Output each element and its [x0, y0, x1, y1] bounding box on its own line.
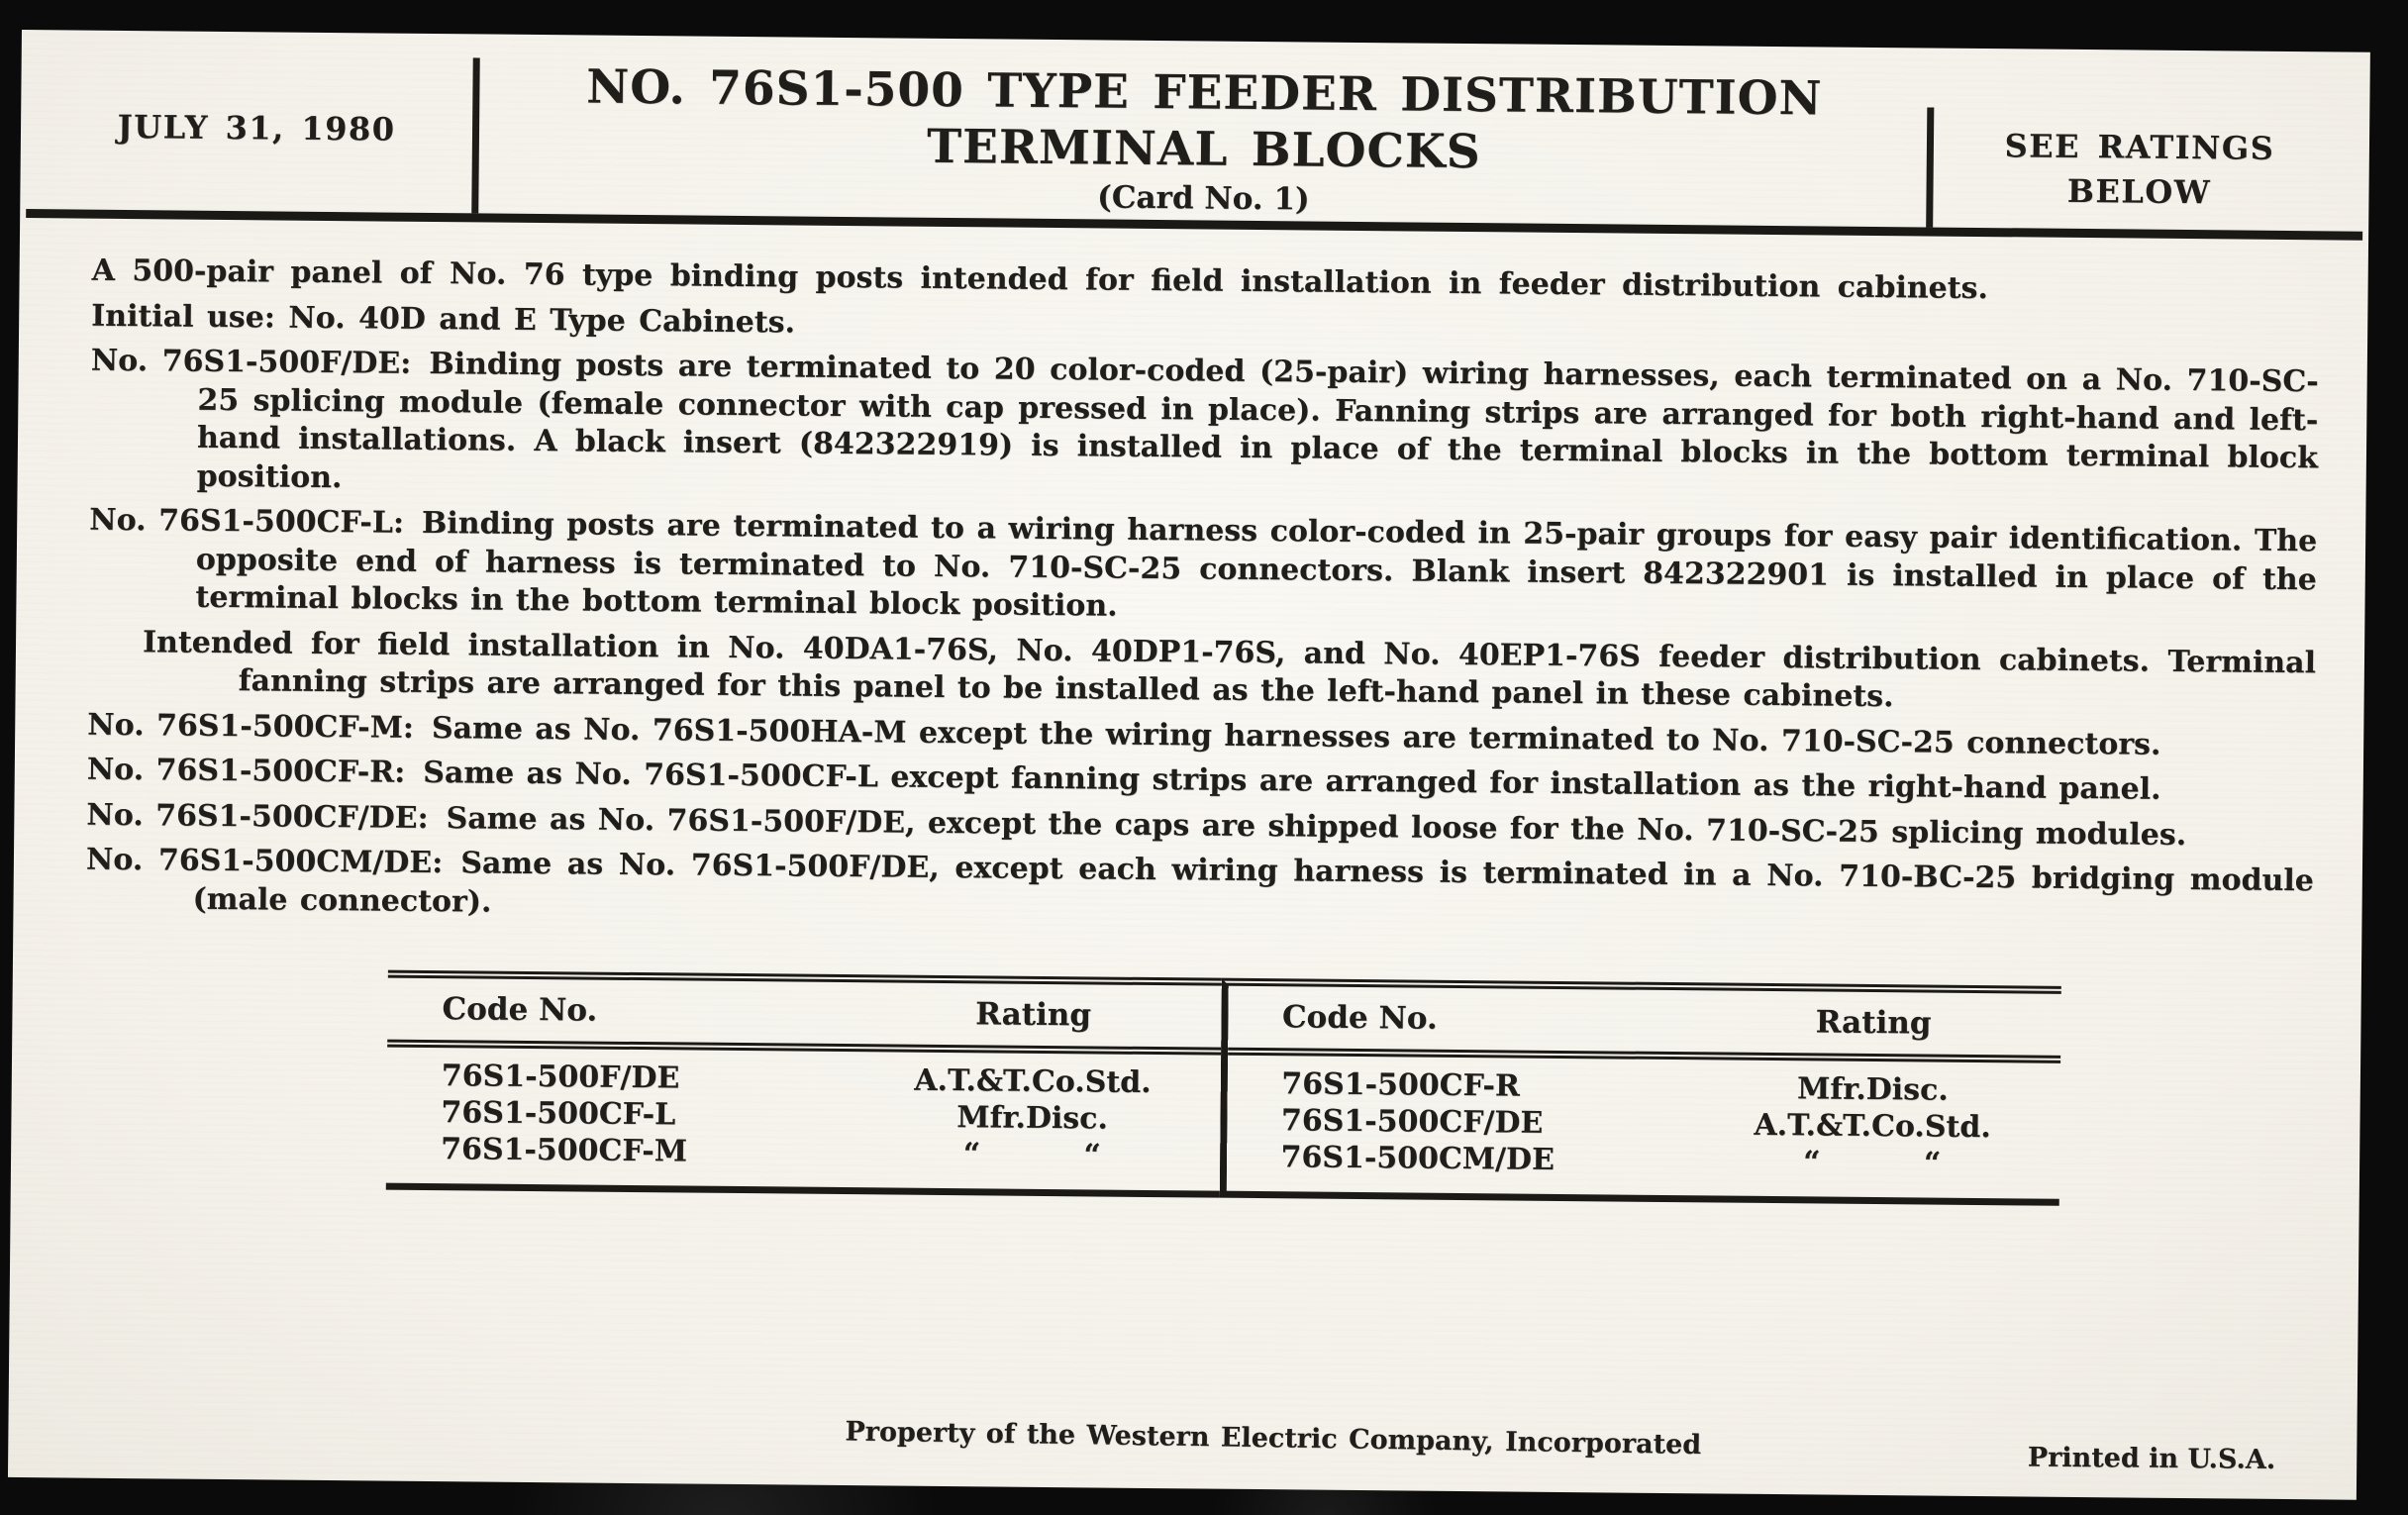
table-row: [386, 1131, 1220, 1175]
rating-cell-ditto: “ “: [1803, 1145, 1942, 1181]
ratings-table-right-half: [1219, 978, 2061, 1206]
paragraph-text: Binding posts are terminated to 20 color-coded (25-pair) wiring harnesses, each terminated on a No. 710-SC-25 splicing module (female connector with cap pressed in place). Fanning strips are arranged for both right-hand and left-hand installations. A black insert (842322919) is installed in place of the terminal blocks in the bottom terminal block position.: [196, 346, 2319, 495]
ratings-note: [1941, 124, 2338, 217]
ratings-table: [386, 970, 2061, 1206]
rating-cell: Mfr.Disc.: [956, 1100, 1109, 1137]
card-header: [20, 30, 2370, 232]
rating-cell-ditto: “ “: [962, 1137, 1101, 1173]
column-header-rating: Rating: [1815, 1004, 1932, 1042]
header-divider-right: [1926, 107, 1934, 227]
paragraph-text: Same as No. 76S1-500HA-M except the wiring harnesses are terminated to No. 710-SC-25 connectors.: [431, 710, 2161, 762]
table-body: [386, 1048, 1221, 1191]
table-row: [1226, 1139, 2059, 1183]
code-cell: 76S1-500CF-R: [1281, 1066, 1521, 1104]
document-card: [8, 30, 2370, 1500]
code-label: No. 76S1-500CF-M:: [87, 707, 415, 746]
code-cell: 76S1-500CM/DE: [1280, 1140, 1555, 1177]
paragraph-text: Intended for field installation in No. 40DA1-76S, No. 40DP1-76S, and No. 40EP1-76S feeder distribution cabinets. Terminal fanning strips are arranged for this panel to be installed as the left-hand panel in these cabinets.: [142, 624, 2317, 715]
code-label: No. 76S1-500CF-L:: [89, 502, 405, 541]
paragraph-500cm-de: [85, 842, 2314, 940]
code-label: No. 76S1-500CF-R:: [86, 752, 406, 790]
paragraph-text: Binding posts are terminated to a wiring harness color-coded in 25-pair groups for easy pair identification. The opposite end of harness is terminated to No. 710-SC-25 connectors. Blank insert 842322901 is installed in place of the terminal blocks in the bottom terminal block position.: [195, 505, 2318, 624]
code-label: No. 76S1-500F/DE:: [90, 343, 412, 381]
property-notice: Property of the Western Electric Company, Incorporated: [845, 1416, 1702, 1461]
paragraph-500cf-l: [88, 502, 2317, 638]
card-body: [11, 218, 2368, 1209]
printed-in-usa-label: Printed in U.S.A.: [2027, 1442, 2276, 1475]
rating-cell: A.T.&T.Co.Std.: [914, 1062, 1152, 1100]
ratings-table-left-half: [386, 970, 1222, 1198]
issue-date: JULY 31, 1980: [117, 107, 396, 149]
column-header-code: Code No.: [442, 990, 598, 1029]
paragraph-500f-de: [89, 343, 2318, 517]
header-divider-left: [471, 57, 480, 213]
card-number: (Card No. 1): [1096, 179, 1310, 218]
paragraph-text: Same as No. 76S1-500F/DE, except each wiring harness is terminated in a No. 710-BC-25 bridging module (male connector).: [192, 846, 2315, 920]
title-line-1: NO. 76S1-500 TYPE FEEDER DISTRIBUTION: [586, 59, 1823, 127]
card-title: [485, 58, 1922, 224]
column-header-code: Code No.: [1281, 999, 1438, 1037]
code-cell: 76S1-500CF-M: [440, 1132, 688, 1169]
rating-cell: A.T.&T.Co.Std.: [1754, 1107, 1991, 1146]
code-label: No. 76S1-500CM/DE:: [85, 842, 444, 881]
ratings-note-line-1: SEE RATINGS: [2004, 127, 2275, 167]
paragraph-text: Same as No. 76S1-500CF-L except fanning strips are arranged for installation as the right-hand panel.: [423, 755, 2161, 807]
table-body: [1226, 1056, 2060, 1199]
code-cell: 76S1-500F/DE: [441, 1059, 680, 1096]
paragraph-intended-use: [88, 623, 2317, 721]
paragraph-text: Same as No. 76S1-500F/DE, except the caps are shipped loose for the No. 710-SC-25 splicing modules.: [446, 800, 2187, 853]
code-cell: 76S1-500CF/DE: [1280, 1103, 1544, 1141]
ratings-note-line-2: BELOW: [2066, 171, 2212, 212]
code-cell: 76S1-500CF-L: [441, 1095, 676, 1133]
card-footer: [8, 1398, 2358, 1500]
table-header-row: [1228, 986, 2061, 1063]
title-line-2: TERMINAL BLOCKS: [926, 119, 1481, 180]
rating-cell: Mfr.Disc.: [1796, 1071, 1949, 1108]
initial-use-line: Initial use: No. 40D and E Type Cabinets.: [91, 298, 796, 341]
table-header-row: [387, 978, 1221, 1056]
intro-paragraph: A 500-pair panel of No. 76 type binding posts intended for field installation in feeder distribution cabinets.: [91, 252, 1989, 307]
code-label: No. 76S1-500CF/DE:: [86, 797, 429, 836]
column-header-rating: Rating: [975, 996, 1092, 1034]
